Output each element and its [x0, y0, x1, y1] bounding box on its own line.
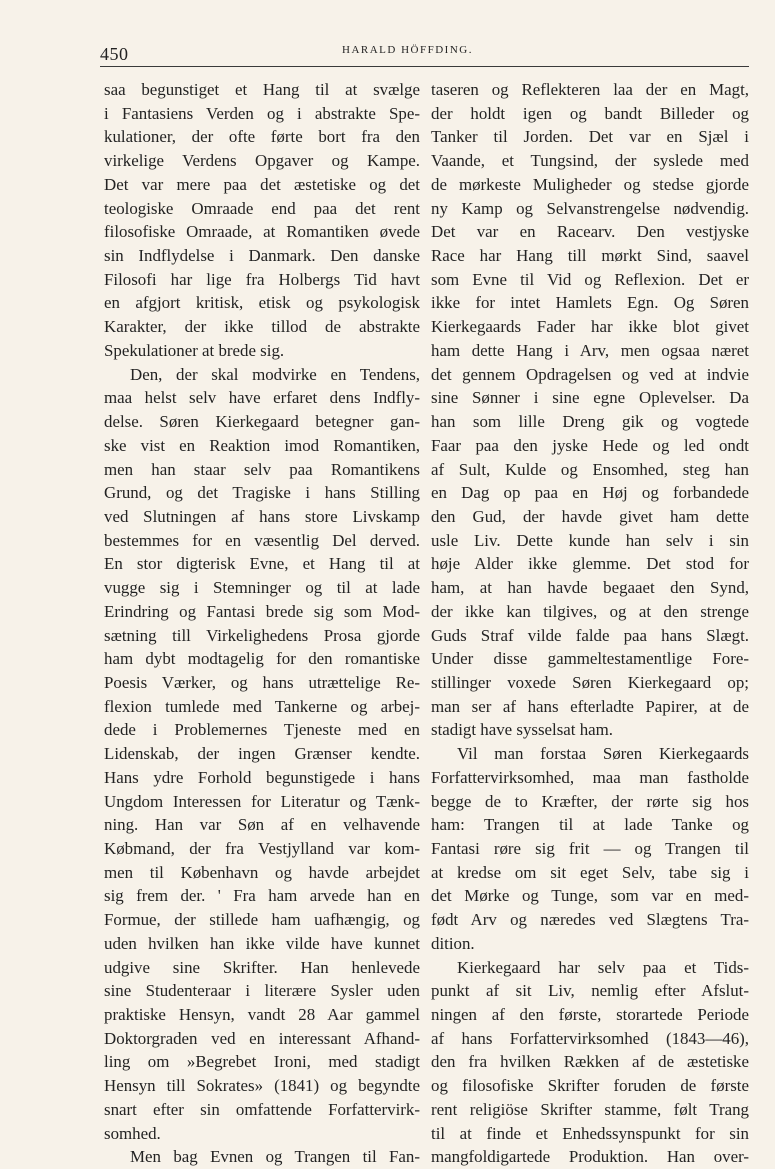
text-line: Filosofi har lige fra Holbergs Tid havt — [104, 269, 420, 289]
text-line: som Evne til Vid og Reflexion. Det er — [431, 269, 749, 289]
text-line: den fra hvilken Rækken af de æstetiske — [431, 1052, 749, 1072]
text-line: Men bag Evnen og Trangen til Fan- — [130, 1147, 420, 1167]
text-line: ham dybt modtagelig for den romantiske — [104, 649, 420, 669]
header-rule — [100, 66, 749, 67]
text-line: Vaande, et Tungsind, der syslede med — [431, 151, 749, 171]
text-line: teologiske Omraade end paa det rent — [104, 198, 420, 218]
text-line: udgive sine Skrifter. Han henlevede — [104, 957, 420, 977]
text-line: men han staar selv paa Romantikens — [104, 459, 420, 479]
text-line: det gennem Opdragelsen og ved at indvie — [431, 364, 749, 384]
text-line: snart efter sin omfattende Forfattervirk- — [104, 1099, 420, 1119]
text-line: delse. Søren Kierkegaard betegner gan- — [104, 412, 420, 432]
text-line: ham: Trangen til at lade Tanke og — [431, 815, 749, 835]
text-line: ved Slutningen af hans store Livskamp — [104, 506, 420, 526]
text-line: Tanker til Jorden. Det var en Sjæl i — [431, 127, 749, 147]
text-line: usle Liv. Dette kunde han selv i sin — [431, 530, 749, 550]
page-number: 450 — [100, 44, 129, 64]
text-line: der holdt igen og bandt Billeder og — [431, 103, 749, 123]
text-line: det Mørke og Tunge, som var en med- — [431, 886, 749, 906]
text-line: taseren og Reflekteren laa der en Magt, — [431, 80, 749, 99]
text-line: Ungdom Interessen for Literatur og Tænk- — [104, 791, 420, 811]
text-line: Hans ydre Forhold begunstigede i hans — [104, 767, 420, 787]
text-line: sig frem der. ' Fra ham arvede han en — [104, 886, 420, 906]
text-line: Erindring og Fantasi brede sig som Mod- — [104, 601, 420, 621]
text-line: ske vist en Reaktion imod Romantiken, — [104, 435, 420, 455]
text-line: af hans Forfattervirksomhed (1843—46), — [431, 1028, 749, 1048]
text-line: Den, der skal modvirke en Tendens, — [130, 364, 420, 384]
text-line: rent religiöse Skrifter stamme, følt Trang — [431, 1099, 749, 1119]
text-line: sin Indflydelse i Danmark. Den danske — [104, 246, 420, 266]
running-title: HARALD HÖFFDING. — [342, 44, 473, 56]
text-line: sine Studenteraar i literære Sysler uden — [104, 981, 420, 1001]
text-line: maa helst selv have erfaret dens Indfly- — [104, 388, 420, 408]
text-line: kulationer, der ofte førte bort fra den — [104, 127, 420, 147]
text-line: Guds Straf vilde falde paa hans Slægt. — [431, 625, 749, 645]
text-line: af Sult, Kulde og Ensomhed, steg han — [431, 459, 749, 479]
text-line: han som lille Dreng gik og vogtede — [431, 412, 749, 432]
text-line: Faar paa den jyske Hede og led ondt — [431, 435, 749, 455]
text-line: Forfattervirksomhed, maa man fastholde — [431, 767, 749, 787]
text-line: sine Sønner i sine egne Oplevelser. Da — [431, 388, 749, 408]
text-line: Fantasi røre sig frit — og Trangen til — [431, 839, 749, 858]
text-line: og filosofiske Skrifter foruden de første — [431, 1076, 749, 1096]
text-line: Poesis Værker, og hans utrættelige Re- — [104, 672, 420, 692]
text-line: Kierkegaards Fader har ikke blot givet — [431, 317, 749, 337]
text-line: Kierkegaard har selv paa et Tids- — [457, 957, 749, 977]
text-line: En stor digterisk Evne, et Hang til at — [104, 554, 420, 574]
text-line: men til København og havde arbejdet — [104, 862, 420, 882]
text-line: vugge sig i Stemninger og til at lade — [104, 578, 420, 598]
text-line: Under disse gammeltestamentlige Fore- — [431, 649, 749, 669]
text-line: i Fantasiens Verden og i abstrakte Spe- — [104, 103, 420, 123]
text-line: ham, at han havde begaaet den Synd, — [431, 578, 749, 598]
text-line: at kredse om sit eget Selv, tabe sig i — [431, 862, 749, 882]
text-line: dition. — [431, 933, 475, 953]
text-line: Lidenskab, der ingen Grænser kendte. — [104, 744, 420, 764]
text-line: ling om »Begrebet Ironi, med stadigt — [104, 1052, 420, 1072]
text-line: der ikke kan tilgives, og at den strenge — [431, 601, 749, 621]
text-line: praktiske Hensyn, vandt 28 Aar gammel — [104, 1005, 420, 1025]
text-line: den Gud, der havde givet ham dette — [431, 506, 749, 526]
right-column — [431, 78, 749, 1169]
text-line: Det var mere paa det æstetiske og det — [104, 174, 420, 194]
text-line: flexion tumlede med Tankerne og arbej- — [104, 696, 420, 716]
text-line: ning. Han var Søn af en velhavende — [104, 815, 420, 835]
text-line: ikke for intet Hamlets Egn. Og Søren — [431, 293, 749, 313]
text-line: de mørkeste Muligheder og stedse gjorde — [431, 174, 749, 194]
text-line: født Arv og næredes ved Slægtens Tra- — [431, 910, 749, 930]
text-line: en afgjort kritisk, etisk og psykologisk — [104, 293, 420, 313]
text-line: uden hvilken han ikke vilde have kunnet — [104, 933, 420, 953]
text-line: begge de to Kræfter, der rørte sig hos — [431, 791, 749, 811]
text-line: ham dette Hang i Arv, men ogsaa næret — [431, 340, 749, 360]
text-line: mangfoldigartede Produktion. Han over- — [431, 1147, 749, 1167]
text-line: Det var en Racearv. Den vestjyske — [431, 222, 749, 242]
text-line: ningen af den første, storartede Periode — [431, 1005, 749, 1025]
text-line: Karakter, der ikke tillod de abstrakte — [104, 317, 420, 337]
text-line: punkt af sit Liv, nemlig efter Afslut- — [431, 981, 749, 1001]
text-line: sætning till Virkelighedens Prosa gjorde — [104, 625, 420, 645]
text-line: Købmand, der fra Vestjylland var kom- — [104, 839, 420, 858]
text-line: bestemmes for en væsentlig Del derved. — [104, 530, 420, 550]
text-line: Hensyn till Sokrates» (1841) og begyndte — [104, 1076, 420, 1096]
left-column — [104, 78, 420, 1169]
text-line: høje Alder ikke glemme. Det stod for — [431, 554, 749, 574]
text-line: Spekulationer at brede sig. — [104, 340, 285, 360]
text-line: saa begunstiget et Hang til at svælge — [104, 80, 420, 99]
text-line: filosofiske Omraade, at Romantiken øvede — [104, 222, 420, 242]
text-line: dede i Problemernes Tjeneste med en — [104, 720, 420, 740]
text-line: ny Kamp og Selvanstrengelse nødvendig. — [431, 198, 749, 218]
text-line: somhed. — [104, 1123, 161, 1143]
text-line: Vil man forstaa Søren Kierkegaards — [457, 744, 749, 764]
text-line: virkelige Verdens Opgaver og Kampe. — [104, 151, 420, 171]
text-line: stadigt have sysselsat ham. — [431, 720, 614, 740]
text-line: Race har Hang till mørkt Sind, saavel — [431, 246, 749, 266]
text-line: Doktorgraden ved en interessant Afhand- — [104, 1028, 420, 1048]
text-line: en Dag op paa en Høj og forbandede — [431, 483, 749, 503]
text-line: Grund, og det Tragiske i hans Stilling — [104, 483, 420, 503]
text-line: stillinger voxede Søren Kierkegaard op; — [431, 672, 749, 692]
text-line: til at finde et Enhedssynspunkt for sin — [431, 1123, 749, 1143]
text-line: man ser af hans efterladte Papirer, at de — [431, 696, 749, 716]
text-line: Formue, der stillede ham uafhængig, og — [104, 910, 420, 930]
